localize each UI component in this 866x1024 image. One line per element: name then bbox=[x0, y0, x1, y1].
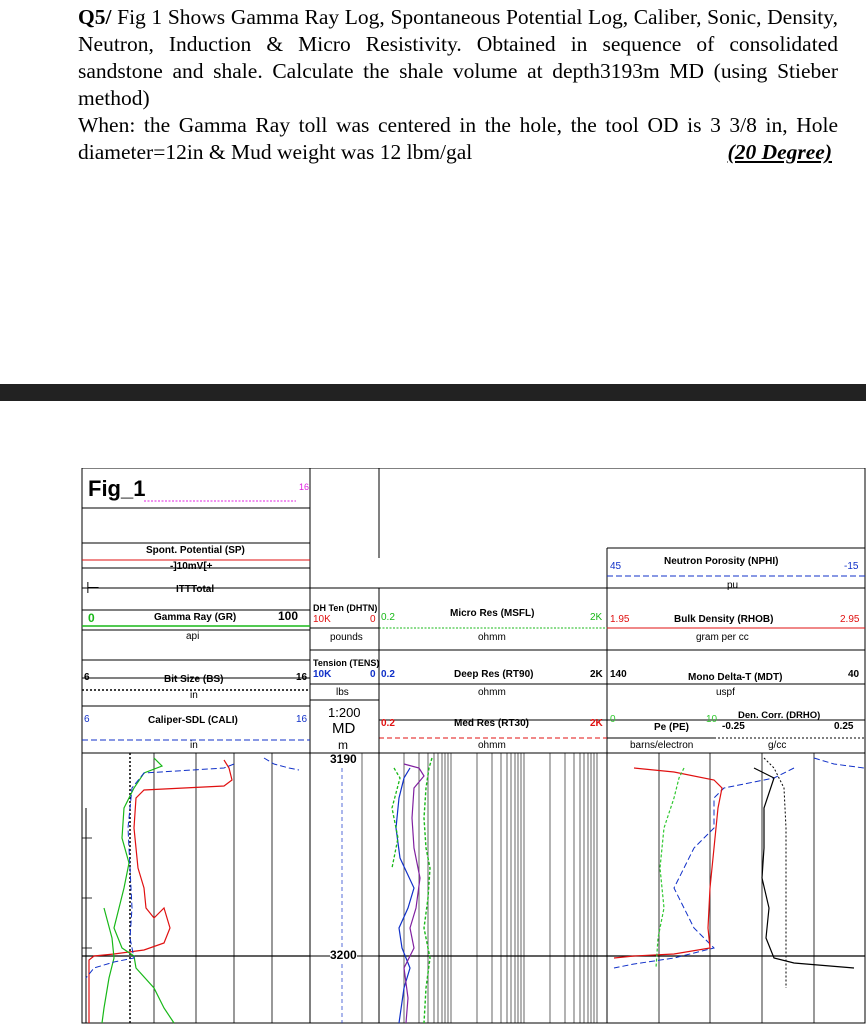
bs-label: Bit Size (BS) bbox=[164, 674, 224, 685]
tens-label: Tension (TENS) bbox=[313, 658, 380, 668]
gr-unit: api bbox=[186, 631, 200, 642]
dhtn-unit: pounds bbox=[330, 632, 363, 643]
tt-label: ITTTotal bbox=[176, 584, 215, 595]
pe-right: 10 bbox=[706, 714, 718, 725]
rt90-right: 2K bbox=[590, 669, 603, 680]
tens-left: 10K bbox=[313, 669, 332, 680]
dhtn-label: DH Ten (DHTN) bbox=[313, 603, 378, 613]
cali-unit: in bbox=[190, 740, 198, 751]
bs-unit: in bbox=[190, 690, 198, 701]
cali-curve bbox=[86, 764, 234, 978]
gr-right: 100 bbox=[278, 609, 299, 623]
question-label: Q5/ bbox=[78, 5, 112, 29]
separator-bar bbox=[0, 384, 866, 401]
rt30-left: 0.2 bbox=[381, 718, 395, 729]
rhob-label: Bulk Density (RHOB) bbox=[674, 614, 774, 625]
figure-title: Fig_1 bbox=[88, 476, 146, 501]
rhob-right: 2.95 bbox=[840, 614, 860, 625]
rt90-left: 0.2 bbox=[381, 669, 395, 680]
nphi-right: -15 bbox=[844, 561, 859, 572]
drho-right: 0.25 bbox=[834, 721, 854, 732]
rt90-unit: ohmm bbox=[478, 687, 506, 698]
rt30-unit: ohmm bbox=[478, 740, 506, 751]
rt90-label: Deep Res (RT90) bbox=[454, 669, 534, 680]
rt90-curve bbox=[396, 768, 414, 1023]
rhob-left: 1.95 bbox=[610, 614, 630, 625]
gr-label: Gamma Ray (GR) bbox=[154, 612, 237, 623]
drho-curve bbox=[764, 758, 786, 988]
sp-scale: -]10mV[+ bbox=[170, 561, 213, 572]
sp-label: Spont. Potential (SP) bbox=[146, 545, 245, 556]
msfl-label: Micro Res (MSFL) bbox=[450, 608, 535, 619]
msfl-right: 2K bbox=[590, 612, 603, 623]
drho-label: Den. Corr. (DRHO) bbox=[738, 710, 821, 721]
pe-unit: barns/electron bbox=[630, 740, 694, 751]
depth-3200: 3200 bbox=[330, 948, 357, 962]
nphi-label: Neutron Porosity (NPHI) bbox=[664, 556, 779, 567]
cali-left: 6 bbox=[84, 714, 90, 725]
question-text: Fig 1 Shows Gamma Ray Log, Spontaneous Potential Log, Caliber, Sonic, Density, Neutron, Induction & Micro Resistivity. Obtained in sequence of consolidated sandstone and shale. Calculate the shale volume at depth3193m MD (using Stieber method) bbox=[78, 5, 839, 110]
tens-unit: lbs bbox=[336, 687, 349, 698]
rt30-label: Med Res (RT30) bbox=[454, 718, 530, 729]
track1-top-scale: 16 bbox=[299, 482, 310, 492]
pe-curve bbox=[656, 768, 684, 968]
mdt-left: 140 bbox=[610, 669, 627, 680]
sp-curve bbox=[89, 760, 232, 1023]
dhtn-left: 10K bbox=[313, 614, 331, 625]
depth-m: m bbox=[338, 738, 348, 752]
rt30-curve bbox=[404, 764, 424, 1023]
tens-right: 0 bbox=[370, 669, 376, 680]
well-log-figure bbox=[74, 468, 866, 1024]
rhob-unit: gram per cc bbox=[696, 632, 749, 643]
nphi-left: 45 bbox=[610, 561, 622, 572]
pe-left: 0 bbox=[610, 714, 616, 725]
cali-right: 16 bbox=[296, 714, 308, 725]
depth-md: MD bbox=[332, 720, 356, 737]
tick-symbol-icon: ⊢ bbox=[86, 580, 100, 597]
mdt-curve bbox=[754, 768, 854, 968]
bs-left: 6 bbox=[84, 672, 90, 683]
mdt-label: Mono Delta-T (MDT) bbox=[688, 672, 783, 683]
cali-label: Caliper-SDL (CALI) bbox=[148, 715, 238, 726]
mdt-right: 40 bbox=[848, 669, 860, 680]
mdt-unit: uspf bbox=[716, 687, 735, 698]
dhtn-right: 0 bbox=[370, 614, 376, 625]
question-block bbox=[78, 4, 838, 166]
bs-right: 16 bbox=[296, 672, 308, 683]
rt30-right: 2K bbox=[590, 718, 603, 729]
pe-label: Pe (PE) bbox=[654, 722, 690, 733]
depth-scale: 1:200 bbox=[328, 705, 361, 720]
drho-left: -0.25 bbox=[722, 721, 745, 732]
gr-left: 0 bbox=[88, 611, 95, 625]
rhob-curve bbox=[614, 768, 722, 958]
msfl-left: 0.2 bbox=[381, 612, 395, 623]
depth-3190: 3190 bbox=[330, 752, 357, 766]
msfl-unit: ohmm bbox=[478, 632, 506, 643]
question-points: (20 Degree) bbox=[727, 140, 832, 164]
drho-unit: g/cc bbox=[768, 740, 787, 751]
nphi-unit: pu bbox=[727, 580, 739, 591]
question-conditions: When: the Gamma Ray toll was centered in the hole, the tool OD is 3 3/8 in, Hole diameter=12in & Mud weight was 12 lbm/gal bbox=[78, 113, 838, 164]
